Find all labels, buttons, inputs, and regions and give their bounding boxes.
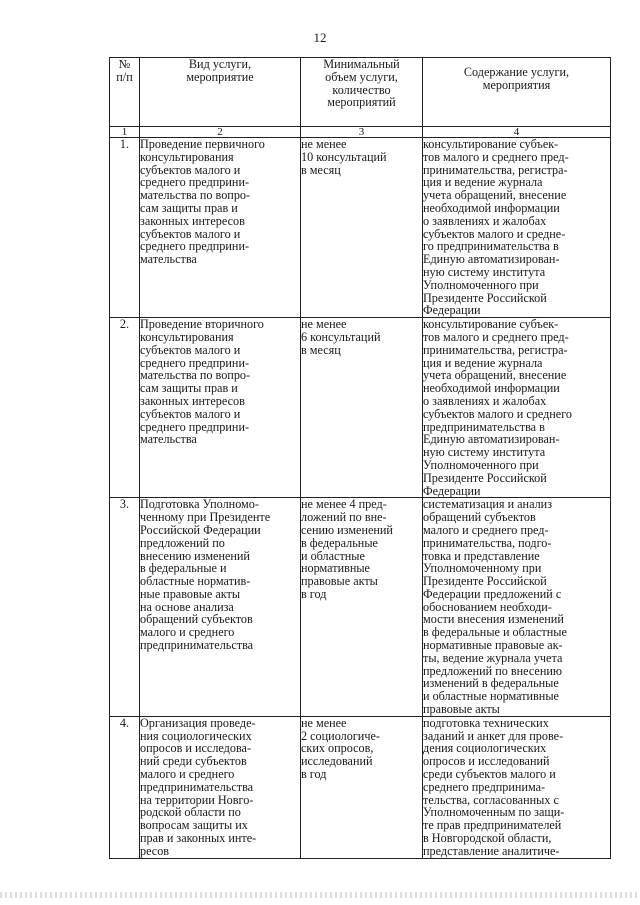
content-cell: консультирование субъек- тов малого и среднего пред- принимательства, регистра- ция и ведение журнала учета обращений, внесение необходимой информации о заявлениях и жалобах субъектов малого и средне- го предпринимательства в Единую автоматизирован- ную систему института Уполномоченного при Президенте Российской Федерации <box>423 138 611 318</box>
scan-edge-mark <box>0 892 640 898</box>
service-type-cell: Проведение вторичного консультирования субъектов малого и среднего предприни- мательства по вопро- сам защиты прав и законных интересов субъектов малого и среднего предприни- мательства <box>140 318 301 498</box>
min-volume-cell: не менее 10 консультаций в месяц <box>301 138 423 318</box>
header-content: Содержание услуги, мероприятия <box>423 58 611 127</box>
row-number: 1. <box>110 138 140 318</box>
service-type-cell: Подготовка Уполномо- ченному при Президенте Российской Федерации предложений по внесению изменений в федеральные и областные норматив- ные правовые акты на основе анализа обращений субъектов малого и среднего предпринимательства <box>140 498 301 717</box>
min-volume-cell: не менее 4 пред- ложений по вне- сению изменений в федеральные и областные нормативные правовые акты в год <box>301 498 423 717</box>
table-row <box>110 498 611 717</box>
table-row <box>110 716 611 858</box>
min-volume-cell: не менее 2 социологиче- ских опросов, исследований в год <box>301 716 423 858</box>
content-cell: подготовка технических заданий и анкет для прове- дения социологических опросов и исследований среди субъектов малого и среднего предпринима- тельства, согласованных с Уполномоченным по защи- те прав предпринимателей в Новгородской области, представление аналитиче- <box>423 716 611 858</box>
content-cell: консультирование субъек- тов малого и среднего пред- принимательства, регистра- ция и ведение журнала учета обращений, внесение необходимой информации о заявлениях и жалобах субъектов малого и среднего предпринимательства в Единую автоматизирован- ную систему института Уполномоченного при Президенте Российской Федерации <box>423 318 611 498</box>
row-number: 4. <box>110 716 140 858</box>
page-number: 12 <box>313 30 327 45</box>
header-number: № п/п <box>110 58 140 127</box>
column-number: 3 <box>301 127 423 138</box>
header-row <box>110 58 611 127</box>
row-number: 3. <box>110 498 140 717</box>
column-number-row <box>110 127 611 138</box>
header-min-volume: Минимальный объем услуги, количество мероприятий <box>301 58 423 127</box>
table-row <box>110 138 611 318</box>
row-number: 2. <box>110 318 140 498</box>
header-service-type: Вид услуги, мероприятие <box>140 58 301 127</box>
service-type-cell: Проведение первичного консультирования субъектов малого и среднего предприни- мательства по вопро- сам защиты прав и законных интересов субъектов малого и среднего предприни- мательства <box>140 138 301 318</box>
column-number: 4 <box>423 127 611 138</box>
services-table <box>109 57 611 859</box>
content-cell: систематизация и анализ обращений субъектов малого и среднего пред- принимательства, подго- товка и представление Уполномоченному при Президенте Российской Федерации предложений с обоснованием необходи- мости внесения изменений в федеральные и областные нормативные правовые ак- ты, ведение журнала учета предложений по внесению изменений в федеральные и областные нормативные правовые акты <box>423 498 611 717</box>
min-volume-cell: не менее 6 консультаций в месяц <box>301 318 423 498</box>
service-type-cell: Организация проведе- ния социологических опросов и исследова- ний среди субъектов малого и среднего предпринимательства на территории Новго- родской области по вопросам защиты их прав и законных инте- ресов <box>140 716 301 858</box>
column-number: 2 <box>140 127 301 138</box>
table-row <box>110 318 611 498</box>
column-number: 1 <box>110 127 140 138</box>
